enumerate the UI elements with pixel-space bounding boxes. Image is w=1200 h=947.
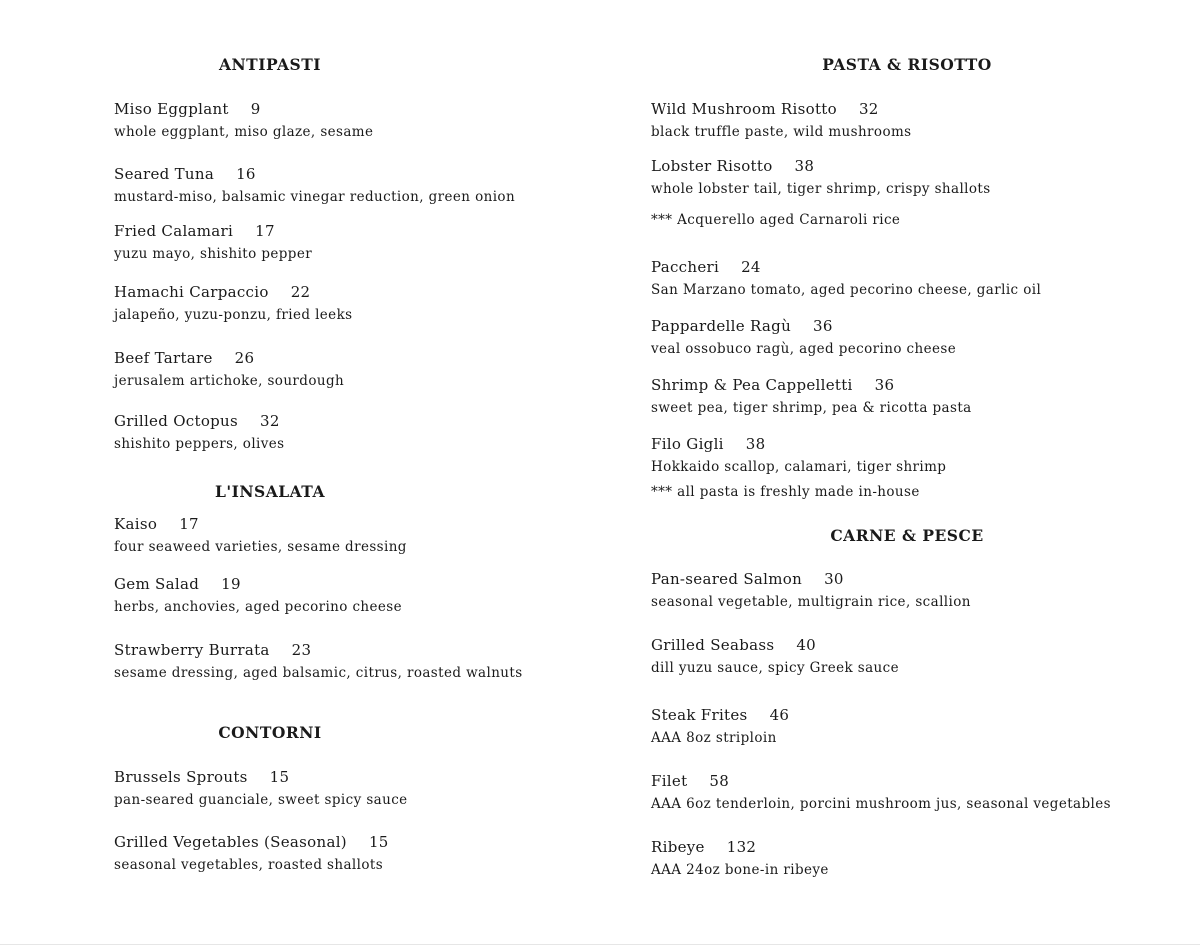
menu-item (114, 282, 352, 325)
item-price: 46 (769, 706, 790, 724)
section-heading-antipasti: ANTIPASTI (218, 55, 321, 74)
page-bottom-divider (0, 944, 1200, 945)
item-price: 36 (813, 317, 833, 335)
menu-item (651, 771, 1111, 814)
section-heading-carne-pesce: CARNE & PESCE (830, 526, 984, 545)
item-price: 26 (234, 349, 255, 367)
menu-item (651, 257, 1041, 300)
item-description: four seaweed varieties, sesame dressing (114, 539, 407, 555)
menu-item (651, 635, 899, 678)
item-description: mustard-miso, balsamic vinegar reduction, green onion (114, 189, 516, 205)
item-name: Beef Tartare (114, 349, 213, 367)
item-description: black truffle paste, wild mushrooms (651, 124, 912, 140)
section-heading-pasta-risotto: PASTA & RISOTTO (822, 55, 992, 74)
item-price: 36 (874, 376, 895, 394)
item-name: Lobster Risotto (651, 157, 773, 175)
item-description: AAA 8oz striploin (651, 730, 777, 746)
item-description: Hokkaido scallop, calamari, tiger shrimp (651, 459, 947, 475)
item-price: 17 (179, 515, 199, 533)
item-name: Steak Frites (651, 706, 748, 724)
item-description: AAA 24oz bone-in ribeye (651, 862, 829, 878)
item-description: jalapeño, yuzu-ponzu, fried leeks (114, 307, 353, 323)
item-name: Pan-seared Salmon (651, 570, 803, 588)
item-price: 38 (794, 157, 815, 175)
item-price: 32 (260, 412, 280, 430)
item-description: pan-seared guanciale, sweet spicy sauce (114, 792, 408, 808)
item-name: Pappardelle Ragù (651, 317, 792, 335)
item-price: 58 (709, 772, 730, 790)
menu-item (651, 434, 946, 477)
item-name: Brussels Sprouts (114, 768, 248, 786)
item-name: Wild Mushroom Risotto (651, 100, 837, 118)
item-price: 24 (741, 258, 761, 276)
menu-item (114, 164, 515, 207)
menu-item (651, 705, 789, 748)
item-name: Miso Eggplant (114, 100, 229, 118)
item-name: Paccheri (651, 258, 720, 276)
item-description: dill yuzu sauce, spicy Greek sauce (651, 660, 899, 676)
section-heading-insalata: L'INSALATA (214, 482, 326, 501)
item-description: sweet pea, tiger shrimp, pea & ricotta pasta (651, 400, 972, 416)
item-description: seasonal vegetable, multigrain rice, scallion (651, 594, 971, 610)
item-price: 23 (291, 641, 312, 659)
item-name: Grilled Seabass (651, 636, 775, 654)
item-name: Shrimp & Pea Cappelletti (651, 376, 853, 394)
item-description: jerusalem artichoke, sourdough (114, 373, 345, 389)
item-name: Ribeye (651, 838, 705, 856)
menu-item (114, 99, 373, 142)
item-price: 9 (250, 100, 261, 118)
menu-item (114, 574, 402, 617)
item-price: 22 (290, 283, 311, 301)
item-name: Hamachi Carpaccio (114, 283, 269, 301)
menu-item (114, 348, 344, 391)
item-price: 30 (824, 570, 844, 588)
item-price: 132 (726, 838, 757, 856)
menu-item (114, 514, 407, 557)
item-description: shishito peppers, olives (114, 436, 285, 452)
item-price: 15 (269, 768, 290, 786)
menu-item (651, 316, 956, 359)
item-price: 40 (796, 636, 817, 654)
menu-item (114, 767, 408, 810)
item-description: veal ossobuco ragù, aged pecorino cheese (651, 341, 957, 357)
item-name: Grilled Octopus (114, 412, 239, 430)
item-description: herbs, anchovies, aged pecorino cheese (114, 599, 403, 615)
item-price: 15 (368, 833, 389, 851)
item-price: 32 (858, 100, 879, 118)
menu-item (651, 569, 971, 612)
section-heading-contorni: CONTORNI (218, 723, 322, 742)
risotto-note: *** Acquerello aged Carnaroli rice (651, 212, 901, 228)
menu-item (114, 221, 312, 264)
menu-item (651, 99, 912, 142)
item-price: 19 (221, 575, 241, 593)
item-description: whole eggplant, miso glaze, sesame (114, 124, 374, 140)
menu-item (114, 832, 389, 875)
item-description: sesame dressing, aged balsamic, citrus, roasted walnuts (114, 665, 523, 681)
menu-item (651, 837, 829, 880)
item-name: Kaiso (114, 515, 158, 533)
item-name: Strawberry Burrata (114, 641, 270, 659)
item-name: Seared Tuna (114, 165, 215, 183)
menu-item (651, 156, 991, 199)
item-price: 17 (255, 222, 275, 240)
item-price: 16 (236, 165, 256, 183)
pasta-note: *** all pasta is freshly made in-house (651, 484, 920, 500)
item-name: Filet (651, 772, 688, 790)
item-description: seasonal vegetables, roasted shallots (114, 857, 384, 873)
item-name: Fried Calamari (114, 222, 234, 240)
item-description: San Marzano tomato, aged pecorino cheese, garlic oil (651, 282, 1042, 298)
item-name: Gem Salad (114, 575, 200, 593)
menu-item (114, 640, 523, 683)
item-description: yuzu mayo, shishito pepper (114, 246, 313, 262)
item-name: Grilled Vegetables (Seasonal) (114, 833, 347, 851)
menu-item (114, 411, 285, 454)
item-description: AAA 6oz tenderloin, porcini mushroom jus, seasonal vegetables (651, 796, 1111, 812)
item-price: 38 (745, 435, 766, 453)
item-description: whole lobster tail, tiger shrimp, crispy shallots (651, 181, 991, 197)
item-name: Filo Gigli (651, 435, 724, 453)
menu-item (651, 375, 972, 418)
